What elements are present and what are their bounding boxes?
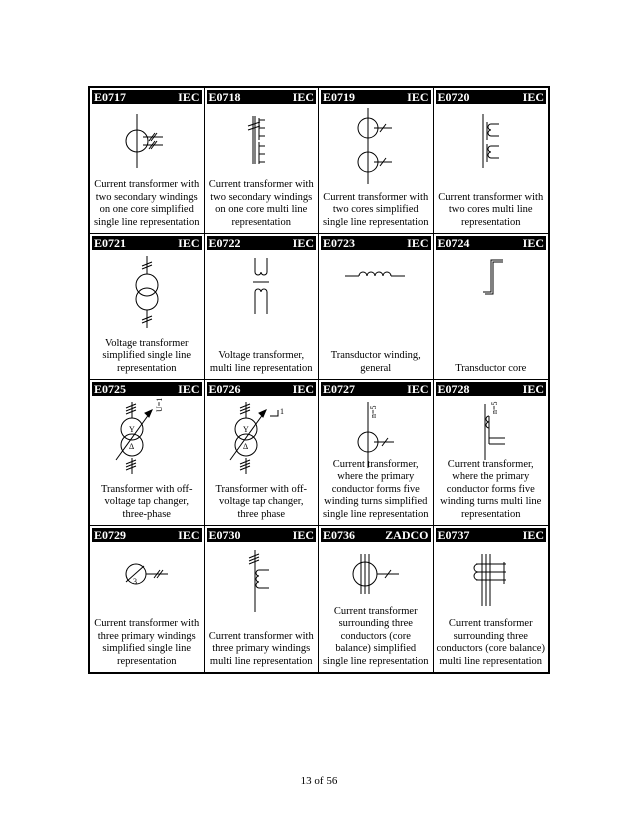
- symbol-code: E0720: [437, 90, 470, 104]
- symbol-cell-e0719: [319, 88, 434, 234]
- symbol-standard: IEC: [522, 528, 544, 542]
- symbol-code: E0726: [208, 382, 241, 396]
- symbol-standard: IEC: [522, 90, 544, 104]
- symbol-description: Current transformer with three primary windings simplified single line representation: [94, 618, 200, 667]
- symbol-cell-e0726: [205, 380, 320, 526]
- symbol-code: E0728: [437, 382, 470, 396]
- cell-header: [207, 382, 317, 396]
- symbol-cell-e0727: [319, 380, 434, 526]
- tap-changer-transformer-2-icon: [216, 398, 306, 478]
- symbol-cell-e0730: [205, 526, 320, 672]
- symbol-cell-e0720: [434, 88, 549, 234]
- symbol-standard: IEC: [407, 236, 429, 250]
- symbol-standard: IEC: [292, 382, 314, 396]
- symbol-description: Transductor core: [455, 362, 527, 374]
- symbol-code: E0723: [323, 236, 356, 250]
- symbol-description: Current transformer, where the primary conductor forms five winding turns multi line representation: [440, 458, 542, 520]
- symbol-standard: IEC: [178, 236, 200, 250]
- symbol-code: E0729: [94, 528, 127, 542]
- symbol-standard: IEC: [407, 382, 429, 396]
- turns-count-label: 3: [132, 577, 137, 586]
- cell-header: [92, 90, 202, 104]
- symbol-description: Voltage transformer simplified single line representation: [102, 337, 192, 374]
- symbol-standard: IEC: [407, 90, 429, 104]
- symbol-code: E0727: [323, 382, 356, 396]
- delta-label: Δ: [243, 442, 249, 451]
- turns-label: n=5: [368, 405, 378, 418]
- symbol-cell-e0736: [319, 526, 434, 672]
- symbol-description: Current transformer with two secondary windings on one core simplified single line representation: [93, 179, 200, 228]
- symbol-standard: IEC: [178, 90, 200, 104]
- cell-header: [436, 236, 547, 250]
- turns-label: n=5: [489, 401, 499, 414]
- cell-header: [436, 528, 547, 542]
- symbol-standard: IEC: [522, 236, 544, 250]
- symbol-description: Transformer with off-voltage tap changer, three-phase: [100, 483, 193, 520]
- ct-two-cores-single-line-icon: [346, 106, 406, 186]
- symbol-cell-e0717: [90, 88, 205, 234]
- vt-single-line-icon: [117, 252, 177, 332]
- symbol-cell-e0723: [319, 234, 434, 380]
- star-label: Y: [243, 425, 250, 434]
- symbol-standard: IEC: [522, 382, 544, 396]
- symbol-code: E0730: [208, 528, 241, 542]
- ct-two-cores-multi-line-icon: [461, 106, 521, 176]
- symbol-code: E0724: [437, 236, 470, 250]
- cell-header: [436, 90, 547, 104]
- symbol-cell-e0725: [90, 380, 205, 526]
- page-number: 13 of 56: [300, 775, 338, 787]
- cell-header: [92, 528, 202, 542]
- symbol-code: E0719: [323, 90, 356, 104]
- cell-header: [321, 528, 431, 542]
- symbol-code: E0717: [94, 90, 127, 104]
- symbol-description: Current transformer with two secondary windings on one core multi line representation: [208, 179, 314, 228]
- ct-three-primary-multi-line-icon: [231, 544, 291, 624]
- symbol-standard: IEC: [292, 90, 314, 104]
- star-label: Y: [128, 425, 135, 434]
- symbol-description: Transductor winding, general: [330, 350, 421, 374]
- symbol-description: Current transformer with two cores simplified single line representation: [322, 191, 429, 228]
- cell-header: [321, 90, 431, 104]
- symbol-cell-e0722: [205, 234, 320, 380]
- symbol-cell-e0724: [434, 234, 549, 380]
- cell-header: [92, 236, 202, 250]
- cell-header: [321, 236, 431, 250]
- symbol-code: E0721: [94, 236, 127, 250]
- symbol-description: Current transformer surrounding three conductors (core balance) multi line representation: [436, 618, 545, 667]
- ct-three-primary-single-line-icon: [112, 544, 182, 604]
- symbol-code: E0736: [323, 528, 356, 542]
- ct-two-secondary-single-line-icon: [117, 106, 177, 176]
- symbol-cell-e0721: [90, 234, 205, 380]
- symbol-table: [88, 86, 550, 674]
- symbol-description: Current transformer surrounding three conductors (core balance) simplified single line representation: [322, 605, 429, 667]
- symbol-description: Current transformer with two cores multi line representation: [438, 191, 544, 228]
- vt-multi-line-icon: [231, 252, 291, 332]
- symbol-description: Current transformer with three primary windings multi line representation: [208, 630, 314, 667]
- cell-header: [207, 90, 317, 104]
- cell-header: [92, 382, 202, 396]
- cell-header: [436, 382, 547, 396]
- tap-label: U=1: [154, 398, 164, 412]
- cell-header: [207, 528, 317, 542]
- tap-label: 1: [280, 407, 285, 416]
- symbol-description: Voltage transformer, multi line representation: [209, 350, 313, 374]
- symbol-code: E0718: [208, 90, 241, 104]
- symbol-cell-e0737: [434, 526, 549, 672]
- symbol-standard: IEC: [292, 528, 314, 542]
- symbol-code: E0737: [437, 528, 470, 542]
- delta-label: Δ: [128, 442, 134, 451]
- symbol-cell-e0718: [205, 88, 320, 234]
- symbol-code: E0722: [208, 236, 241, 250]
- symbol-standard: ZADCO: [385, 528, 429, 542]
- symbol-standard: IEC: [178, 528, 200, 542]
- symbol-description: Transformer with off-voltage tap changer, three phase: [215, 483, 308, 520]
- ct-core-balance-single-line-icon: [341, 544, 411, 604]
- cell-header: [321, 382, 431, 396]
- symbol-description: Current transformer, where the primary conductor forms five winding turns simplified single line representation: [322, 458, 429, 520]
- symbol-cell-e0728: [434, 380, 549, 526]
- symbol-code: E0725: [94, 382, 127, 396]
- cell-header: [207, 236, 317, 250]
- symbol-standard: IEC: [292, 236, 314, 250]
- symbol-cell-e0729: [90, 526, 205, 672]
- transductor-winding-icon: [341, 252, 411, 292]
- transductor-core-icon: [461, 252, 521, 302]
- ct-core-balance-multi-line-icon: [456, 544, 526, 614]
- symbol-standard: IEC: [178, 382, 200, 396]
- ct-two-secondary-multi-line-icon: [231, 106, 291, 176]
- tap-changer-transformer-icon: [102, 398, 192, 478]
